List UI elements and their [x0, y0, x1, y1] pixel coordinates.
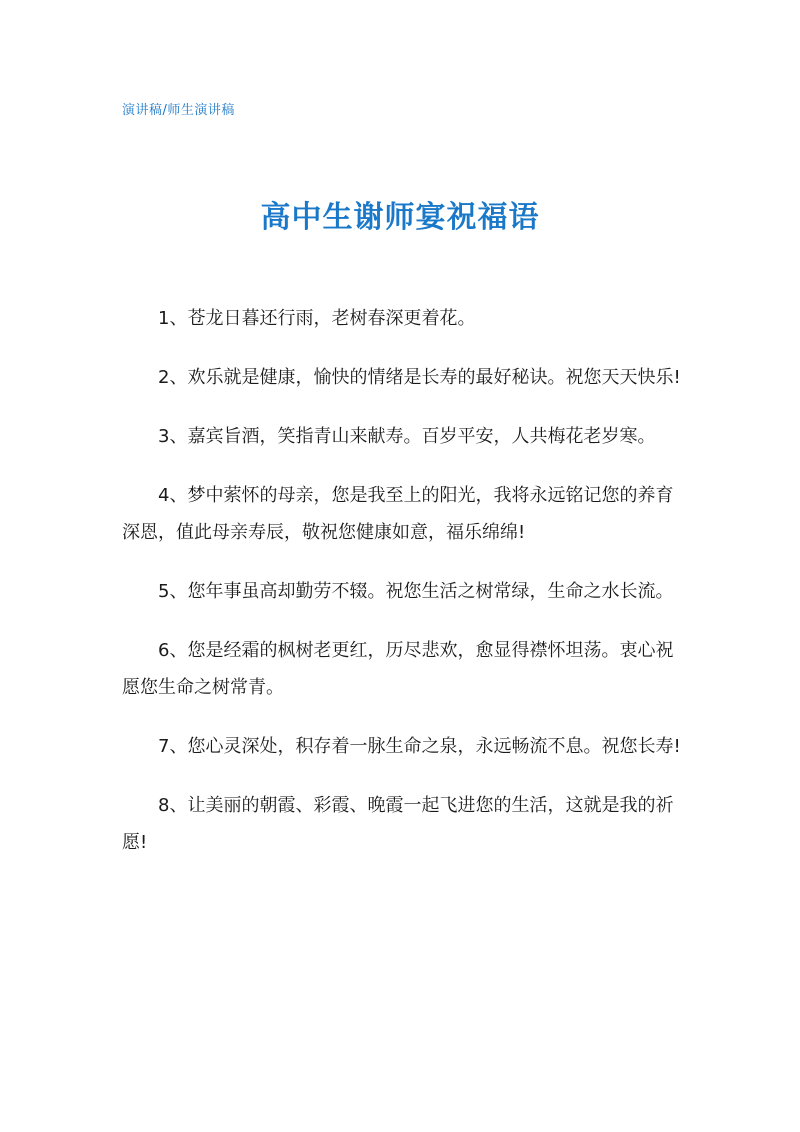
breadcrumb: 演讲稿/师生演讲稿	[122, 103, 235, 118]
list-item: 5、您年事虽高却勤劳不辍。祝您生活之树常绿，生命之水长流。	[158, 581, 674, 602]
list-item: 8、让美丽的朝霞、彩霞、晚霞一起飞进您的生活，这就是我的祈愿!	[122, 795, 674, 853]
document-body	[122, 300, 682, 883]
list-item: 7、您心灵深处，积存着一脉生命之泉，永远畅流不息。祝您长寿!	[158, 736, 681, 757]
list-item: 4、梦中萦怀的母亲，您是我至上的阳光，我将永远铭记您的养育深恩，值此母亲寿辰，敬祝您健康如意，福乐绵绵!	[122, 485, 674, 543]
list-item: 1、苍龙日暮还行雨，老树春深更着花。	[158, 308, 476, 329]
list-item: 2、欢乐就是健康，愉快的情绪是长寿的最好秘诀。祝您天天快乐!	[158, 367, 681, 388]
list-item: 6、您是经霜的枫树老更红，历尽悲欢，愈显得襟怀坦荡。衷心祝愿您生命之树常青。	[122, 640, 674, 698]
page-title: 高中生谢师宴祝福语	[260, 200, 540, 235]
list-item: 3、嘉宾旨酒，笑指青山来献寿。百岁平安，人共梅花老岁寒。	[158, 426, 656, 447]
